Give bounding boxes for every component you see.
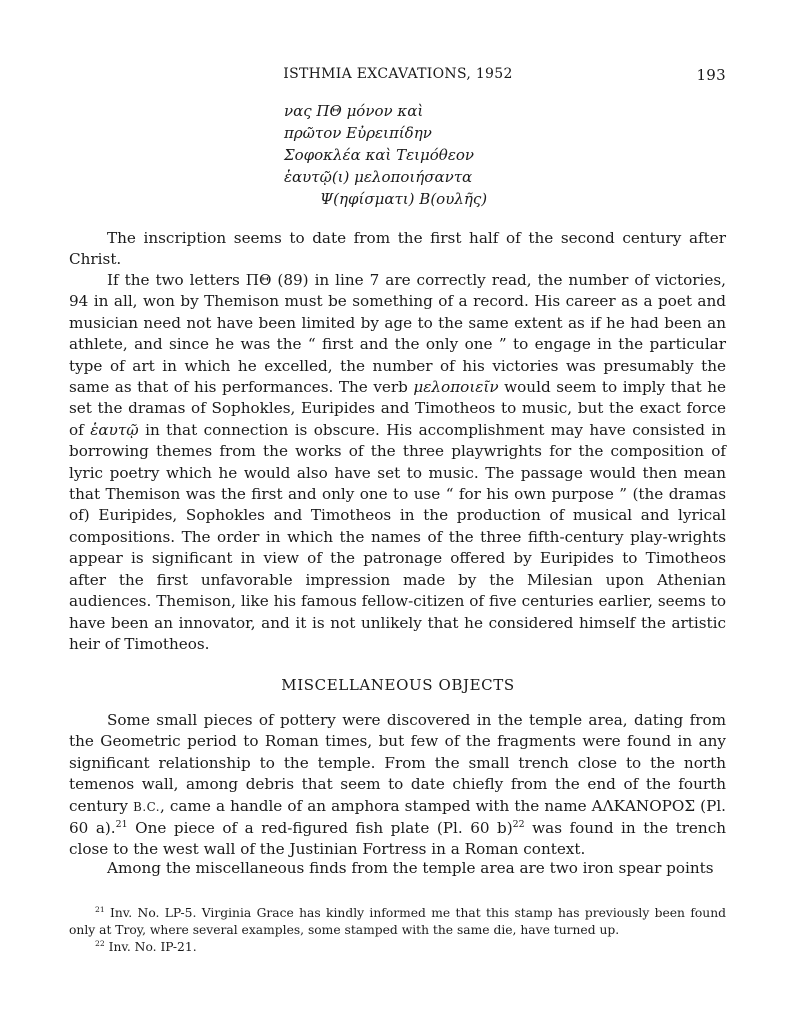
footnote-number: 21: [95, 904, 105, 914]
running-title: ISTHMIA EXCAVATIONS, 1952: [283, 66, 513, 82]
paragraph-text: The inscription seems to date from the first half of the second century after Christ.: [69, 229, 726, 269]
footnote-text: Inv. No. IP-21.: [104, 940, 197, 954]
text-run: Some small pieces of pottery were discovered in the temple area, dating from the Geometric period to Roman times, but few of the fragments were found in any significant relationship to the temple. From the small trench close to the north temenos wall, among debris that seem to date chiefly from the end of the fourth century: [69, 711, 726, 815]
footnote-number: 22: [95, 938, 105, 948]
text-run: If the two letters ΠΘ (89) in line 7 are correctly read, the number of victories, 94 in all, won by Themison must be something of a record. His career as a poet and musician need not have been limited by age to the same extent as if he had been an athlete, and since he was the “ first and the only one ” to engage in the particular type of art in which he excelled, the number of his victories was presumably the same as that of his performances. The verb: [69, 271, 726, 397]
paragraph-spear-points: [69, 858, 726, 879]
footnotes: [69, 905, 726, 956]
inscription-line: Ψ(ηφίσματι) Β(ουλῆς): [320, 190, 488, 208]
footnote-text: Inv. No. LP-5. Virginia Grace has kindly informed me that this stamp has previously been found only at Troy, where several examples, some stamped with the same die, have turned up.: [69, 906, 726, 937]
footnote-ref-21[interactable]: 21: [115, 818, 128, 830]
paragraph-text: [69, 270, 726, 655]
text-run: would seem to imply that he set the dramas of Sophokles, Euripides and Timotheos to music, but the exact force of: [69, 378, 726, 439]
running-head: [0, 66, 796, 86]
greek-word: ἑαυτῷ: [90, 420, 139, 439]
page-number: 193: [696, 66, 726, 84]
text-run: , came a handle of an amphora stamped with the name ΑΛΚΑΝΟΡΟΣ (Pl. 60 a).: [69, 796, 727, 838]
paragraph-text: Among the miscellaneous finds from the temple area are two iron spear points: [107, 859, 714, 877]
footnote-21: [69, 905, 726, 939]
text-run: in that connection is obscure. His accomplishment may have consisted in borrowing themes from the works of the three playwrights for the composition of lyric poetry which he would also have set to music. The passage would then mean that Themison was the first and only one to use “ for his own purpose ” (the dramas of) Euripides, Sophokles and Timotheos in the production of musical and lyrical compositions. The order in which the names of the three fifth-century play-wrights appear is significant in view of the patronage offered by Euripides to Timotheos after the first unfavorable impression made by the Milesian upon Athenian audiences. Themison, like his famous fellow-citizen of five centuries earlier, seems to have been an innovator, and it is not unlikely that he considered himself the artistic heir of Timotheos.: [69, 420, 727, 653]
footnote-ref-22[interactable]: 22: [512, 818, 525, 830]
section-heading: MISCELLANEOUS OBJECTS: [281, 676, 515, 694]
text-run: One piece of a red-figured fish plate (Pl. 60 b): [127, 819, 513, 838]
greek-word: μελοποιεῖν: [413, 378, 499, 397]
paragraph-pottery: [69, 710, 726, 861]
inscription-line: Σοφοκλέα καὶ Τειμόθεον: [284, 146, 475, 164]
footnote-22: [69, 939, 726, 956]
inscription-line: πρῶτον Εὐρειπίδην: [284, 124, 432, 142]
era-abbreviation: B.C.: [133, 799, 160, 814]
paragraph-date: [69, 228, 726, 271]
text-run: was found in the trench close to the west wall of the Justinian Fortress in a Roman context.: [69, 819, 726, 859]
paragraph-text: [69, 710, 726, 861]
inscription-text: [284, 100, 487, 210]
inscription-line: νας ΠΘ μόνον καὶ: [284, 102, 424, 120]
paragraph-victories: [69, 270, 726, 655]
inscription-line: ἑαυτῷ(ι) μελοποιήσαντα: [284, 168, 473, 186]
